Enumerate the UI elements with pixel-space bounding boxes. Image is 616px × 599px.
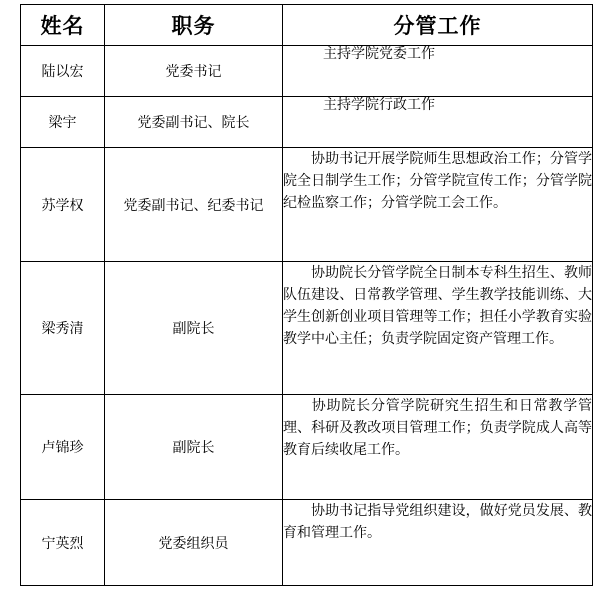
table-row	[21, 148, 593, 262]
position-cell: 党委副书记、院长	[105, 97, 283, 148]
table-row	[21, 262, 593, 395]
position-cell: 副院长	[105, 262, 283, 395]
table-row	[21, 97, 593, 148]
leadership-duty-table	[20, 4, 593, 586]
position-cell: 党委组织员	[105, 500, 283, 586]
duties-cell: 主持学院党委工作	[283, 46, 593, 97]
duties-cell	[283, 395, 593, 500]
duties-text: 协助书记开展学院师生思想政治工作；分管学院全日制学生工作；分管学院宣传工作；分管学院纪检监察工作；分管学院工会工作。	[283, 151, 592, 211]
duties-text: 协助院长分管学院全日制本专科生招生、教师队伍建设、日常教学管理、学生教学技能训练、大学生创新创业项目管理等工作；担任小学教育实验教学中心主任；负责学院固定资产管理工作。	[283, 265, 592, 347]
duties-cell	[283, 262, 593, 395]
header-position: 职务	[105, 5, 283, 46]
duties-text: 协助院长分管学院研究生招生和日常教学管理、科研及教改项目管理工作；负责学院成人高等教育后续收尾工作。	[283, 398, 592, 458]
name-cell: 陆以宏	[21, 46, 105, 97]
table-row	[21, 46, 593, 97]
duties-cell	[283, 148, 593, 262]
position-cell: 副院长	[105, 395, 283, 500]
name-cell: 宁英烈	[21, 500, 105, 586]
position-cell: 党委副书记、纪委书记	[105, 148, 283, 262]
table-row	[21, 500, 593, 586]
name-cell: 梁秀清	[21, 262, 105, 395]
table-row	[21, 395, 593, 500]
name-cell: 卢锦珍	[21, 395, 105, 500]
name-cell: 苏学权	[21, 148, 105, 262]
table-header-row	[21, 5, 593, 46]
header-name: 姓名	[21, 5, 105, 46]
duties-text: 协助书记指导党组织建设，做好党员发展、教育和管理工作。	[283, 503, 592, 541]
duties-cell	[283, 500, 593, 586]
name-cell: 梁宇	[21, 97, 105, 148]
position-cell: 党委书记	[105, 46, 283, 97]
duties-cell: 主持学院行政工作	[283, 97, 593, 148]
header-duties: 分管工作	[283, 5, 593, 46]
